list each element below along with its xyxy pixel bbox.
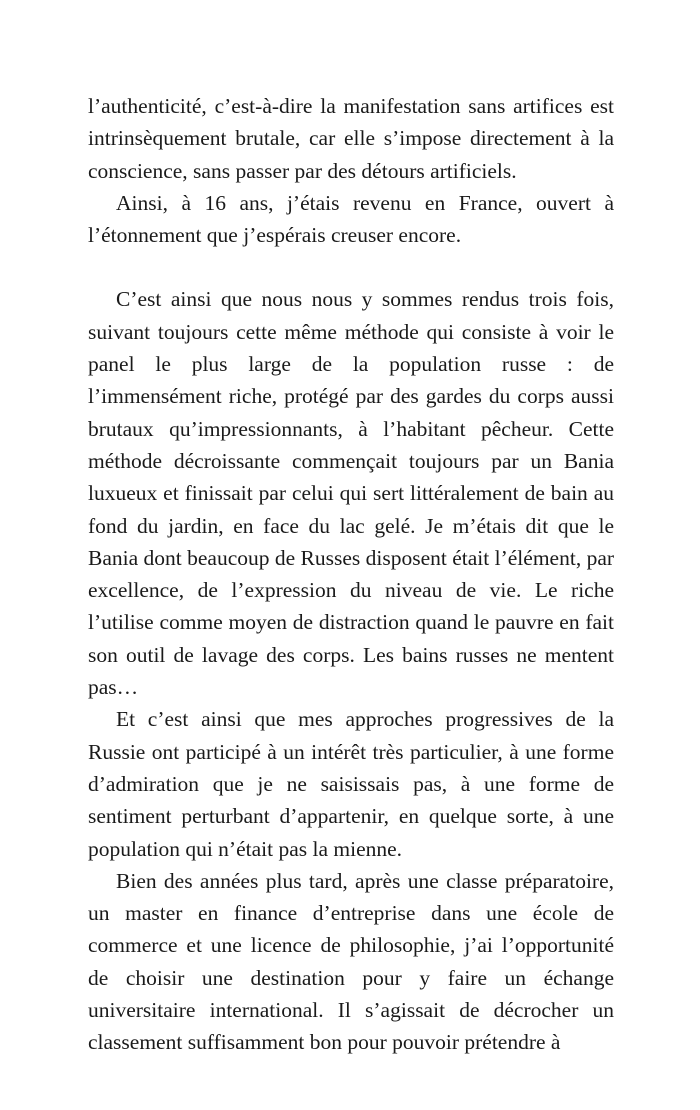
- page-body: [88, 90, 614, 1059]
- section-break: [88, 251, 614, 283]
- paragraph-continuation: l’authenticité, c’est-à-dire la manifestation sans artifices est intrinsèquement brutale, car elle s’impose directement à la conscience, sans passer par des détours artificiels.: [88, 94, 614, 183]
- paragraph-bania-method: C’est ainsi que nous nous y sommes rendus trois fois, suivant toujours cette même méthode qui consiste à voir le panel le plus large de la population russe : de l’immensément riche, protégé par des gardes du corps aussi brutaux qu’impressionnants, à l’habitant pêcheur. Cette méthode décroissante commençait toujours par un Bania luxueux et finissait par celui qui sert littéralement de bain au fond du jardin, en face du lac gelé. Je m’étais dit que le Bania dont beaucoup de Russes disposent était l’élément, par excellence, de l’expression du niveau de vie. Le riche l’utilise comme moyen de distraction quand le pauvre en fait son outil de lavage des corps. Les bains russes ne mentent pas…: [88, 287, 615, 700]
- paragraph-russia-interest: Et c’est ainsi que mes approches progressives de la Russie ont participé à un intérêt très particulier, à une forme d’admiration que je ne saisissais pas, à une forme de sentiment perturbant d’appartenir, en quelque sorte, à une population qui n’était pas la mienne.: [88, 707, 614, 861]
- paragraph-studies: Bien des années plus tard, après une classe préparatoire, un master en finance d’entreprise dans une école de commerce et une licence de philosophie, j’ai l’opportunité de choisir une destination pour y faire un échange universitaire international. Il s’agissait de décrocher un classement suffisamment bon pour pouvoir prétendre à: [88, 868, 614, 1055]
- paragraph-return-to-france: Ainsi, à 16 ans, j’étais revenu en France, ouvert à l’étonnement que j’espérais creuser encore.: [88, 190, 614, 248]
